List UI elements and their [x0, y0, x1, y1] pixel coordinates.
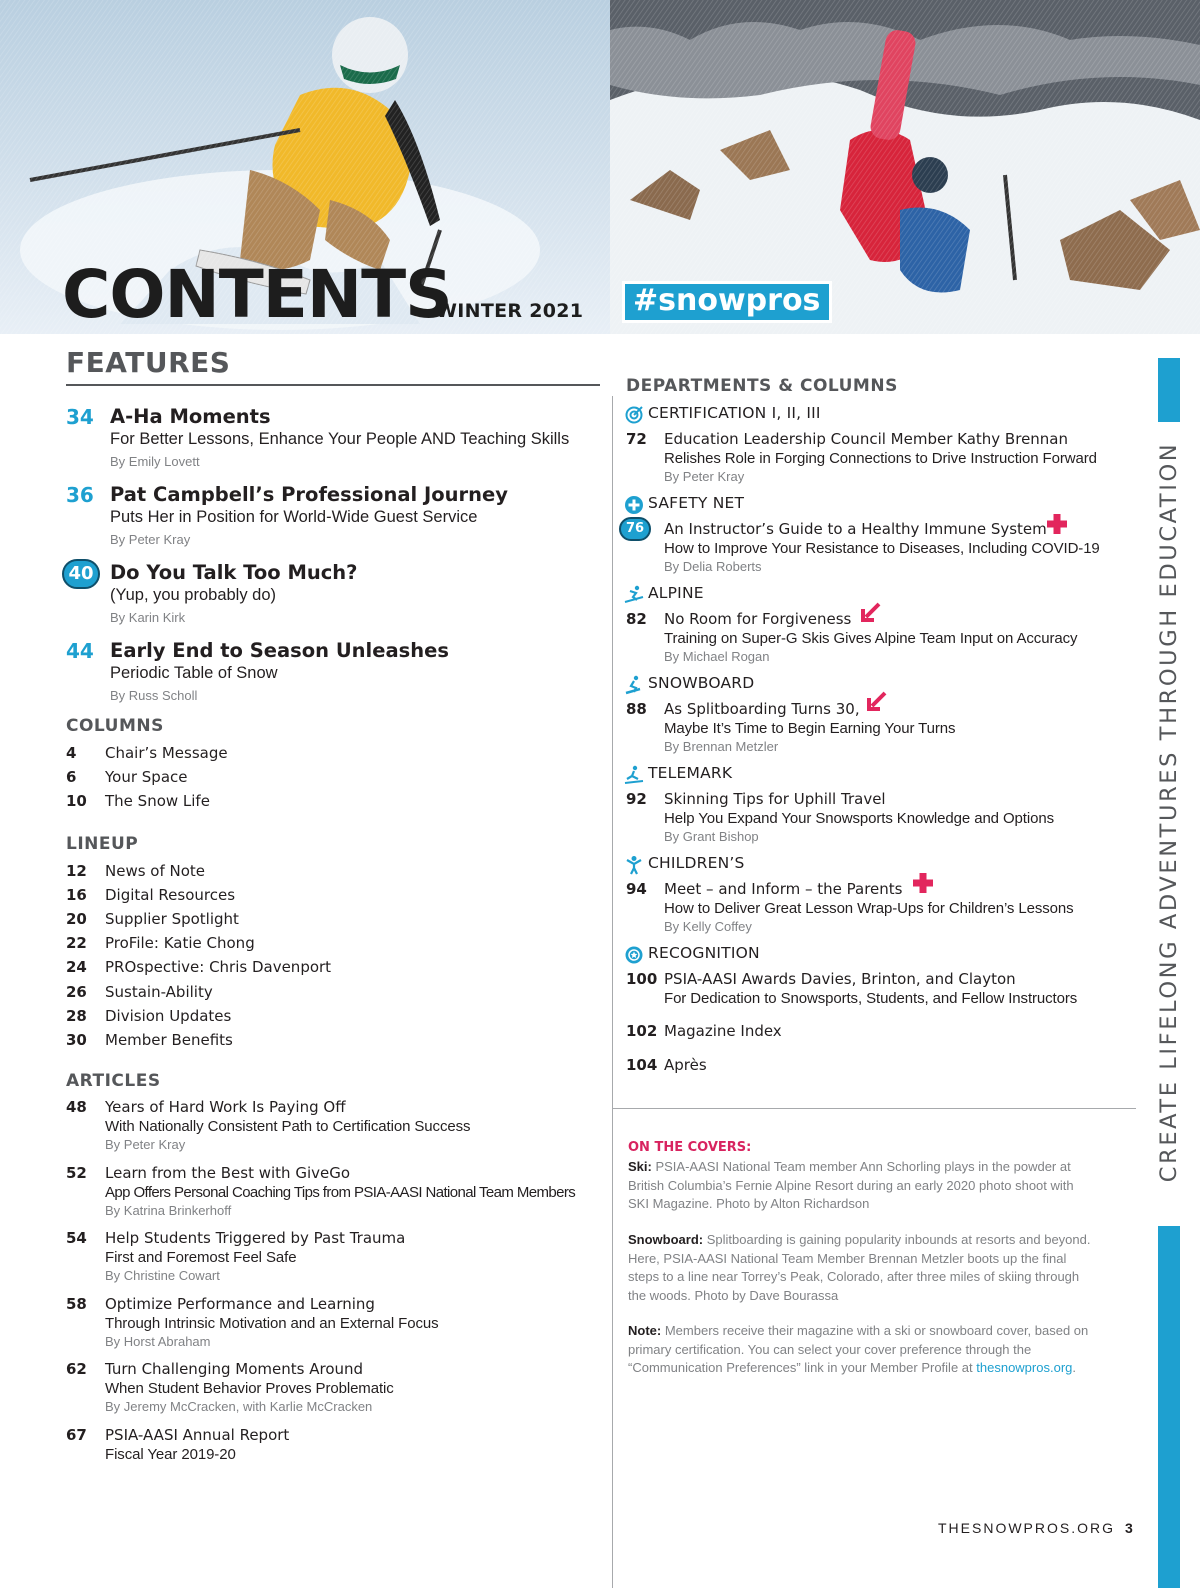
target-icon	[624, 405, 644, 425]
article-byline: By Katrina Brinkerhoff	[105, 1203, 232, 1218]
cover-ski-note	[628, 1158, 1096, 1214]
article-subtitle: Fiscal Year 2019-20	[105, 1446, 236, 1463]
article-page: 54	[66, 1229, 87, 1247]
category-label: SNOWBOARD	[648, 674, 755, 692]
tagline-vertical: CREATE LIFELONG ADVENTURES THROUGH EDUCATION	[1156, 441, 1182, 1183]
page-footer	[938, 1520, 1135, 1536]
feature-subtitle: Periodic Table of Snow	[110, 664, 278, 682]
feature-title: Pat Campbell’s Professional Journey	[110, 483, 508, 506]
article-subtitle: First and Foremost Feel Safe	[105, 1249, 297, 1266]
cover-snowboard-text: Splitboarding is gaining popularity inbounds at resorts and beyond. Here, PSIA-AASI National Team Member Brennan Metzler boots up the final steps to a line near Torrey’s Peak, Colorado, after three miles of skiing through the woods. Photo by Dave Bourassa	[628, 1232, 1091, 1303]
department-subtitle: For Dedication to Snowsports, Students, and Fellow Instructors	[664, 990, 1078, 1007]
lineup-page: 24	[66, 958, 87, 976]
feature-title: A-Ha Moments	[110, 405, 271, 428]
cover-note-text: Members receive their magazine with a ski or snowboard cover, based on primary certification. You can select your cover preference through the “Communication Preferences” link in your Member Profile at	[628, 1323, 1089, 1375]
cover-ski-text: PSIA-AASI National Team member Ann Schorling plays in the powder at British Columbia’s Fernie Alpine Resort during an early 2020 photo shoot with SKI Magazine. Photo by Alton Richardson	[628, 1159, 1074, 1211]
page-number: 3	[1125, 1520, 1135, 1536]
category-label: RECOGNITION	[648, 944, 760, 962]
department-byline: By Grant Bishop	[664, 829, 759, 844]
lineup-page: 20	[66, 910, 87, 928]
lineup-title: Sustain-Ability	[105, 983, 213, 1001]
cover-ski-label: Ski:	[628, 1159, 652, 1174]
hero-banner	[0, 0, 1200, 334]
department-page: 72	[626, 430, 647, 448]
feature-byline: By Emily Lovett	[110, 454, 200, 469]
article-page: 48	[66, 1098, 87, 1116]
columns-heading: COLUMNS	[66, 716, 164, 736]
department-byline: By Michael Rogan	[664, 649, 770, 664]
hashtag-badge: #snowpros	[622, 281, 832, 323]
footer-site: THESNOWPROS.ORG	[938, 1520, 1116, 1536]
plus-circle-icon	[624, 495, 644, 515]
department-title: Après	[664, 1056, 707, 1074]
department-byline: By Kelly Coffey	[664, 919, 752, 934]
feature-title: Early End to Season Unleashes	[110, 639, 449, 662]
column-divider	[612, 396, 613, 1588]
department-byline: By Delia Roberts	[664, 559, 762, 574]
article-title: Turn Challenging Moments Around	[105, 1360, 364, 1378]
website-link[interactable]: thesnowpros.org	[976, 1360, 1073, 1375]
lineup-title: News of Note	[105, 862, 206, 880]
category-label: CERTIFICATION I, II, III	[648, 404, 821, 422]
department-title: Magazine Index	[664, 1022, 782, 1040]
department-page: 102	[626, 1022, 658, 1040]
features-divider	[66, 384, 600, 386]
article-title: Help Students Triggered by Past Trauma	[105, 1229, 406, 1247]
lineup-page: 16	[66, 886, 87, 904]
feature-page-circled: 40	[62, 559, 100, 589]
feature-page: 34	[66, 405, 94, 429]
feature-byline: By Russ Scholl	[110, 688, 198, 703]
lineup-heading: LINEUP	[66, 834, 139, 854]
lineup-title: PROspective: Chris Davenport	[105, 958, 332, 976]
department-page: 92	[626, 790, 647, 808]
department-page-circled: 76	[619, 517, 651, 541]
cover-snowboard-label: Snowboard:	[628, 1232, 704, 1247]
lineup-title: Division Updates	[105, 1007, 232, 1025]
article-subtitle: When Student Behavior Proves Problematic	[105, 1380, 394, 1397]
lineup-page: 26	[66, 983, 87, 1001]
cover-note	[628, 1322, 1096, 1378]
department-page: 104	[626, 1056, 658, 1074]
article-page: 52	[66, 1164, 87, 1182]
feature-title: Do You Talk Too Much?	[110, 561, 358, 584]
lineup-page: 12	[66, 862, 87, 880]
article-title: Optimize Performance and Learning	[105, 1295, 375, 1313]
department-byline: By Brennan Metzler	[664, 739, 779, 754]
feature-subtitle: For Better Lessons, Enhance Your People AND Teaching Skills	[110, 430, 570, 448]
column-title: Your Space	[105, 768, 188, 786]
feature-page: 44	[66, 639, 94, 663]
lineup-page: 28	[66, 1007, 87, 1025]
lineup-page: 22	[66, 934, 87, 952]
articles-heading: ARTICLES	[66, 1071, 161, 1091]
article-title: Years of Hard Work Is Paying Off	[105, 1098, 346, 1116]
article-subtitle: Through Intrinsic Motivation and an External Focus	[105, 1315, 439, 1332]
article-subtitle: With Nationally Consistent Path to Certification Success	[105, 1118, 471, 1135]
department-subtitle: How to Deliver Great Lesson Wrap-Ups for Children’s Lessons	[664, 900, 1074, 917]
lineup-title: ProFile: Katie Chong	[105, 934, 255, 952]
snowboarder-icon	[624, 675, 644, 695]
skier-icon	[624, 585, 644, 605]
department-subtitle: Training on Super-G Skis Gives Alpine Team Input on Accuracy	[664, 630, 1078, 647]
covers-divider	[612, 1108, 1136, 1109]
department-page: 88	[626, 700, 647, 718]
department-title: Meet – and Inform – the Parents	[664, 880, 903, 898]
department-subtitle: Relishes Role in Forging Connections to Drive Instruction Forward	[664, 450, 1097, 467]
department-title: An Instructor’s Guide to a Healthy Immune System	[664, 520, 1047, 538]
rail-accent-top	[1158, 358, 1180, 422]
department-title: No Room for Forgiveness	[664, 610, 852, 628]
badge-icon	[624, 945, 644, 965]
feature-byline: By Karin Kirk	[110, 610, 186, 625]
covers-heading: ON THE COVERS:	[628, 1140, 752, 1155]
department-page: 94	[626, 880, 647, 898]
article-page: 58	[66, 1295, 87, 1313]
article-byline: By Jeremy McCracken, with Karlie McCracken	[105, 1399, 373, 1414]
article-byline: By Horst Abraham	[105, 1334, 211, 1349]
article-title: PSIA-AASI Annual Report	[105, 1426, 290, 1444]
lineup-title: Digital Resources	[105, 886, 236, 904]
column-page: 4	[66, 744, 77, 762]
category-label: TELEMARK	[648, 764, 733, 782]
department-title: Education Leadership Council Member Kathy Brennan	[664, 430, 1069, 448]
category-label: SAFETY NET	[648, 494, 745, 512]
arrow-down-left-icon	[860, 601, 882, 623]
article-title: Learn from the Best with GiveGo	[105, 1164, 351, 1182]
category-label: CHILDREN’S	[648, 854, 745, 872]
department-subtitle: How to Improve Your Resistance to Diseases, Including COVID-19	[664, 540, 1100, 557]
departments-heading: DEPARTMENTS & COLUMNS	[626, 376, 898, 396]
column-title: The Snow Life	[105, 792, 210, 810]
rail-accent-bottom	[1158, 1226, 1180, 1588]
arrow-down-left-icon	[866, 690, 888, 712]
lineup-title: Supplier Spotlight	[105, 910, 239, 928]
lineup-title: Member Benefits	[105, 1031, 233, 1049]
article-byline: By Peter Kray	[105, 1137, 186, 1152]
department-title: Skinning Tips for Uphill Travel	[664, 790, 886, 808]
lineup-page: 30	[66, 1031, 87, 1049]
red-cross-icon	[1046, 513, 1068, 535]
feature-byline: By Peter Kray	[110, 532, 191, 547]
cover-note-end: .	[1072, 1360, 1077, 1375]
column-title: Chair’s Message	[105, 744, 228, 762]
feature-page: 36	[66, 483, 94, 507]
article-page: 62	[66, 1360, 87, 1378]
child-icon	[624, 855, 644, 875]
department-byline: By Peter Kray	[664, 469, 745, 484]
cover-note-label: Note:	[628, 1323, 662, 1338]
category-label: ALPINE	[648, 584, 704, 602]
issue-label: WINTER 2021	[436, 300, 584, 322]
article-byline: By Christine Cowart	[105, 1268, 220, 1283]
telemark-icon	[624, 765, 644, 785]
department-subtitle: Help You Expand Your Snowsports Knowledge and Options	[664, 810, 1054, 827]
article-subtitle: App Offers Personal Coaching Tips from PSIA-AASI National Team Members	[105, 1184, 576, 1201]
department-page: 82	[626, 610, 647, 628]
department-title: As Splitboarding Turns 30,	[664, 700, 860, 718]
page-title: CONTENTS	[62, 256, 452, 333]
feature-subtitle: Puts Her in Position for World-Wide Guest Service	[110, 508, 478, 526]
column-page: 6	[66, 768, 77, 786]
department-title: PSIA-AASI Awards Davies, Brinton, and Clayton	[664, 970, 1016, 988]
features-heading: FEATURES	[66, 346, 231, 379]
column-page: 10	[66, 792, 87, 810]
department-subtitle: Maybe It’s Time to Begin Earning Your Turns	[664, 720, 956, 737]
article-page: 67	[66, 1426, 87, 1444]
feature-subtitle: (Yup, you probably do)	[110, 586, 277, 604]
cover-snowboard-note	[628, 1231, 1096, 1305]
department-page: 100	[626, 970, 658, 988]
red-cross-icon	[912, 872, 934, 894]
